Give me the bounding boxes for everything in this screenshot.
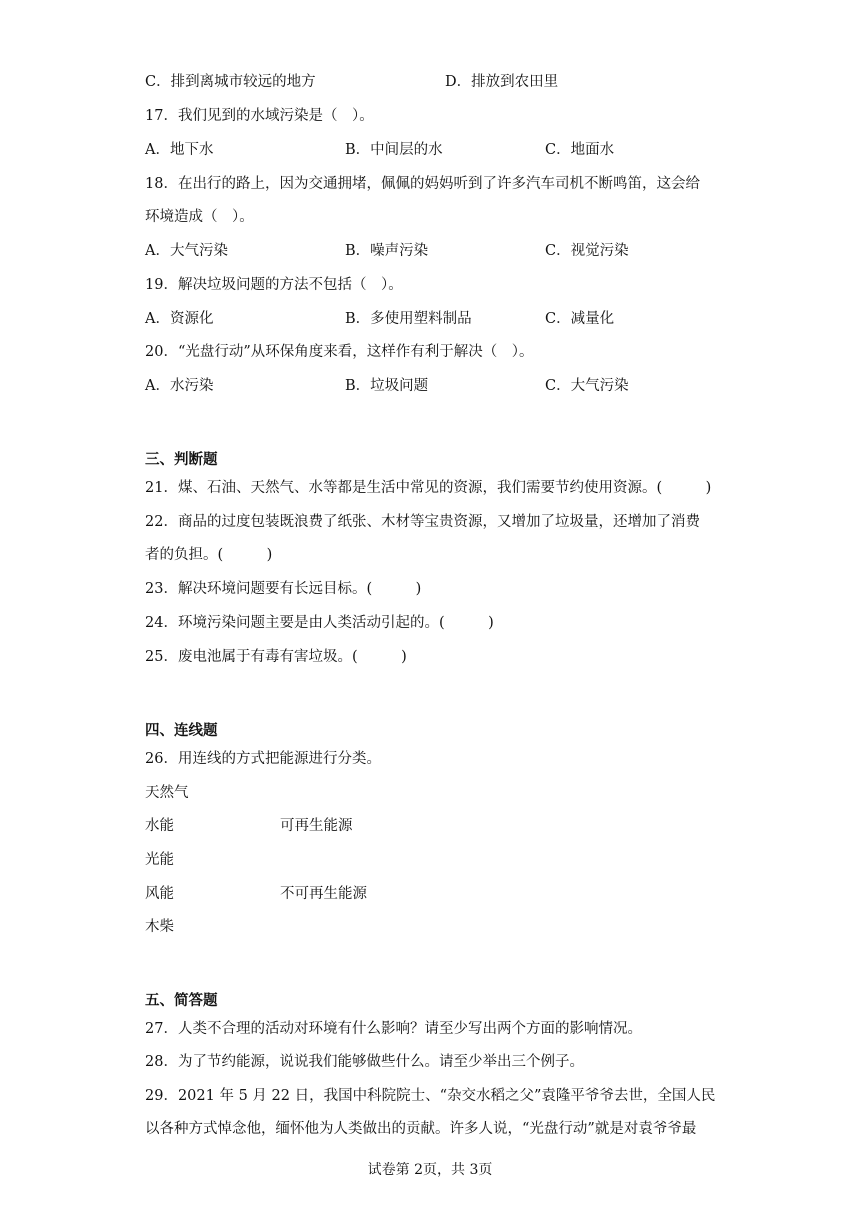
q19-option-b: B．多使用塑料制品 bbox=[345, 311, 472, 327]
q20-option-a: A．水污染 bbox=[145, 378, 214, 394]
matching-left-item: 天然气 bbox=[145, 785, 189, 801]
q27-stem: 27．人类不合理的活动对环境有什么影响？请至少写出两个方面的影响情况。 bbox=[145, 1021, 642, 1037]
section-title-matching: 四、连线题 bbox=[145, 722, 218, 739]
q17-option-b: B．中间层的水 bbox=[345, 142, 443, 158]
q17-stem: 17．我们见到的水域污染是（ ）。 bbox=[145, 108, 374, 124]
q16-option-c: C．排到离城市较远的地方 bbox=[145, 74, 316, 90]
q24-stem: 24．环境污染问题主要是由人类活动引起的。( ) bbox=[145, 615, 494, 631]
q22-stem-line2: 者的负担。( ) bbox=[145, 547, 273, 563]
q29-stem-line1: 29．2021 年 5 月 22 日，我国中科院院士、“杂交水稻之父”袁隆平爷爷去世，全国人民 bbox=[145, 1088, 716, 1104]
q21-stem: 21．煤、石油、天然气、水等都是生活中常见的资源，我们需要节约使用资源。( ) bbox=[145, 480, 712, 496]
q22-stem-line1: 22．商品的过度包装既浪费了纸张、木材等宝贵资源，又增加了垃圾量，还增加了消费 bbox=[145, 514, 700, 530]
q18-option-a: A．大气污染 bbox=[145, 243, 228, 259]
q28-stem: 28．为了节约能源，说说我们能够做些什么。请至少举出三个例子。 bbox=[145, 1054, 584, 1070]
matching-left-item: 水能 bbox=[145, 818, 174, 834]
q18-option-c: C．视觉污染 bbox=[545, 243, 629, 259]
matching-right-item: 可再生能源 bbox=[280, 818, 353, 834]
section-title-short-answer: 五、简答题 bbox=[145, 992, 218, 1009]
q20-option-b: B．垃圾问题 bbox=[345, 378, 429, 394]
matching-right-item: 不可再生能源 bbox=[280, 886, 367, 902]
q26-stem: 26．用连线的方式把能源进行分类。 bbox=[145, 751, 381, 767]
q19-stem: 19．解决垃圾问题的方法不包括（ ）。 bbox=[145, 277, 403, 293]
q18-stem-line1: 18．在出行的路上，因为交通拥堵，佩佩的妈妈听到了许多汽车司机不断鸣笛，这会给 bbox=[145, 176, 700, 192]
q17-option-a: A．地下水 bbox=[145, 142, 214, 158]
q16-option-d: D．排放到农田里 bbox=[445, 74, 559, 90]
q20-stem: 20．“光盘行动”从环保角度来看，这样作有利于解决（ ）。 bbox=[145, 344, 534, 360]
q25-stem: 25．废电池属于有毒有害垃圾。( ) bbox=[145, 649, 407, 665]
matching-left-item: 木柴 bbox=[145, 919, 174, 935]
q18-option-b: B．噪声污染 bbox=[345, 243, 429, 259]
q29-stem-line2: 以各种方式悼念他，缅怀他为人类做出的贡献。许多人说，“光盘行动”就是对袁爷爷最 bbox=[145, 1121, 697, 1137]
q18-stem-line2: 环境造成（ ）。 bbox=[145, 209, 254, 225]
q20-option-c: C．大气污染 bbox=[545, 378, 629, 394]
section-title-judgement: 三、判断题 bbox=[145, 451, 218, 468]
matching-left-item: 光能 bbox=[145, 852, 174, 868]
q23-stem: 23．解决环境问题要有长远目标。( ) bbox=[145, 581, 422, 597]
q19-option-a: A．资源化 bbox=[145, 311, 214, 327]
matching-left-item: 风能 bbox=[145, 886, 174, 902]
q17-option-c: C．地面水 bbox=[545, 142, 615, 158]
page-footer: 试卷第 2页，共 3页 bbox=[367, 1162, 493, 1178]
q19-option-c: C．减量化 bbox=[545, 311, 615, 327]
